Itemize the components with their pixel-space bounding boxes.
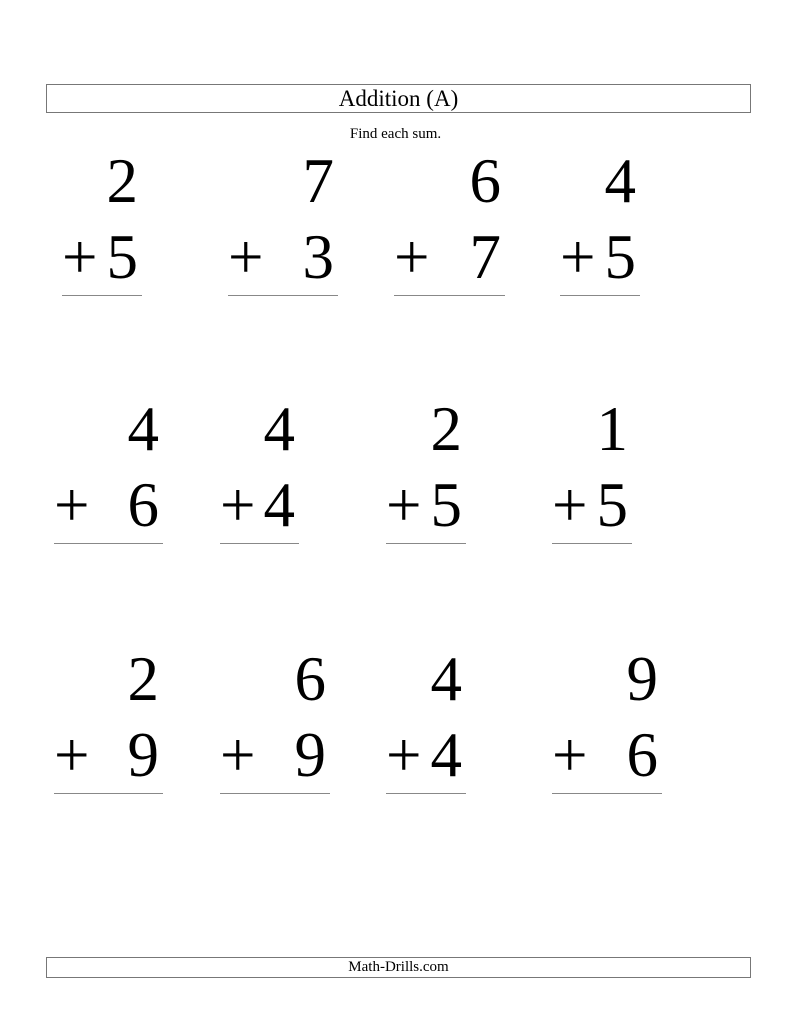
addition-problem xyxy=(228,146,338,298)
answer-line xyxy=(54,793,163,794)
addition-problem xyxy=(220,394,299,546)
addend-bottom: 9 xyxy=(127,720,159,790)
addend-top: 4 xyxy=(127,394,159,464)
addend-top: 9 xyxy=(626,644,658,714)
footer-text: Math-Drills.com xyxy=(348,959,449,975)
answer-line xyxy=(220,543,299,544)
answer-line xyxy=(386,793,466,794)
instructions: Find each sum. xyxy=(349,126,442,142)
plus-sign: + xyxy=(386,720,422,790)
plus-sign: + xyxy=(560,222,596,292)
addend-bottom: 4 xyxy=(263,470,295,540)
addend-top: 6 xyxy=(469,146,501,216)
worksheet-title-box xyxy=(46,84,751,113)
addend-top: 2 xyxy=(430,394,462,464)
addend-bottom: 4 xyxy=(430,720,462,790)
worksheet-title: Addition (A) xyxy=(338,86,459,111)
addition-problem xyxy=(560,146,640,298)
addend-bottom: 5 xyxy=(430,470,462,540)
plus-sign: + xyxy=(54,720,90,790)
addend-bottom: 3 xyxy=(302,222,334,292)
addend-bottom: 6 xyxy=(626,720,658,790)
addend-top: 2 xyxy=(127,644,159,714)
addition-problem xyxy=(386,644,466,796)
plus-sign: + xyxy=(220,470,256,540)
addend-top: 1 xyxy=(596,394,628,464)
addition-problem xyxy=(54,644,163,796)
addition-problem xyxy=(62,146,142,298)
answer-line xyxy=(560,295,640,296)
answer-line xyxy=(386,543,466,544)
addend-bottom: 6 xyxy=(127,470,159,540)
addition-problem xyxy=(54,394,163,546)
addend-bottom: 5 xyxy=(604,222,636,292)
addend-top: 4 xyxy=(263,394,295,464)
addend-bottom: 9 xyxy=(294,720,326,790)
plus-sign: + xyxy=(552,470,588,540)
answer-line xyxy=(552,793,662,794)
answer-line xyxy=(220,793,330,794)
addition-problem xyxy=(394,146,505,298)
answer-line xyxy=(552,543,632,544)
addend-top: 7 xyxy=(302,146,334,216)
addition-problem xyxy=(386,394,466,546)
addend-top: 4 xyxy=(604,146,636,216)
plus-sign: + xyxy=(386,470,422,540)
answer-line xyxy=(54,543,163,544)
addend-top: 2 xyxy=(106,146,138,216)
plus-sign: + xyxy=(62,222,98,292)
plus-sign: + xyxy=(54,470,90,540)
answer-line xyxy=(394,295,505,296)
addend-top: 4 xyxy=(430,644,462,714)
answer-line xyxy=(228,295,338,296)
plus-sign: + xyxy=(394,222,430,292)
plus-sign: + xyxy=(220,720,256,790)
plus-sign: + xyxy=(228,222,264,292)
addend-bottom: 5 xyxy=(596,470,628,540)
plus-sign: + xyxy=(552,720,588,790)
answer-line xyxy=(62,295,142,296)
addition-problem xyxy=(552,644,662,796)
addend-bottom: 7 xyxy=(469,222,501,292)
addend-top: 6 xyxy=(294,644,326,714)
addend-bottom: 5 xyxy=(106,222,138,292)
addition-problem xyxy=(220,644,330,796)
addition-problem xyxy=(552,394,632,546)
footer-box xyxy=(46,957,751,978)
